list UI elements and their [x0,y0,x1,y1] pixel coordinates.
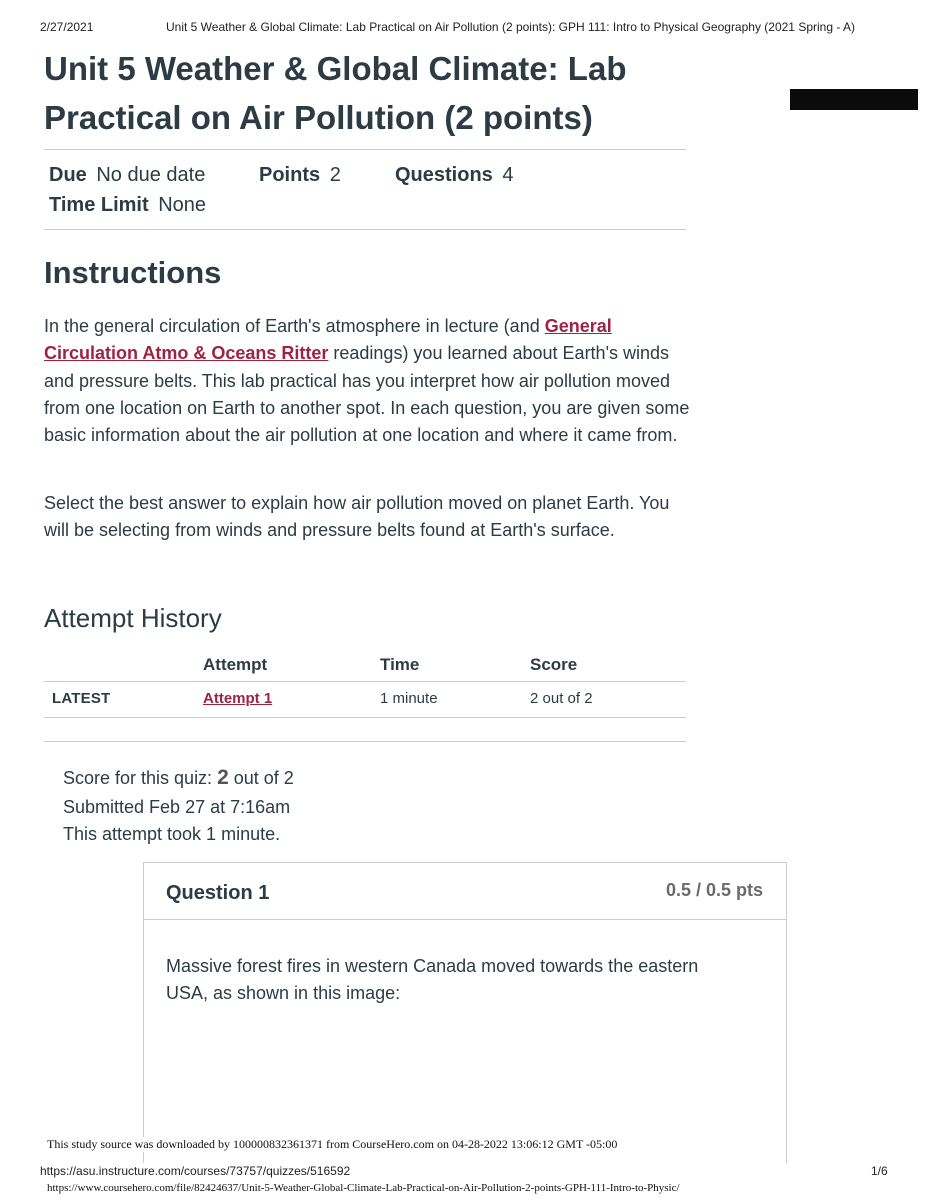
points-label: Points [259,164,321,186]
questions-value: 4 [502,164,514,186]
column-header-time: Time [380,655,420,674]
score-value: 2 [217,766,229,789]
attempt-duration: This attempt took 1 minute. [63,824,281,844]
quiz-title: Unit 5 Weather & Global Climate: Lab Practical on Air Pollution (2 points) [44,50,627,136]
attempt-time: 1 minute [380,690,438,707]
instructions-text-end: readings) you learned about Earth's winds and pressure belts. This lab practical has you interpret how air pollution moved from one location on Earth to another spot. In each question, you are given some basic information about the air pollution at one location and where it came from. [44,343,690,446]
column-header-score: Score [530,655,578,674]
time-limit-info [49,194,206,217]
submitted-time: Submitted Feb 27 at 7:16am [63,797,291,817]
question-1-header [144,863,786,920]
attempt-score: 2 out of 2 [530,690,593,707]
attempt-history-heading: Attempt History [44,603,222,633]
score-suffix: out of 2 [228,768,294,788]
score-prefix: Score for this quiz: [63,768,218,788]
general-circulation-link[interactable]: General Circulation Atmo & Oceans Ritter [44,316,612,364]
question-1-card [143,862,787,1163]
question-1-text: Massive forest fires in western Canada moved towards the eastern USA, as shown in this image: [166,956,699,1003]
table-bottom-divider [44,741,686,742]
page-url: https://asu.instructure.com/courses/73757/quizzes/516592 [40,1164,351,1178]
instructions-paragraph-1 [44,313,694,449]
time-limit-label: Time Limit [49,194,149,216]
study-source-note: This study source was downloaded by 100000832361371 from CourseHero.com on 04-28-2022 13:06:12 GMT -05:00 [47,1137,618,1151]
column-header-attempt: Attempt [203,655,268,674]
due-value: No due date [96,164,206,186]
questions-label: Questions [395,164,493,186]
redaction-bar [790,89,918,110]
latest-label: LATEST [52,690,111,707]
print-page-title: Unit 5 Weather & Global Climate: Lab Practical on Air Pollution (2 points): GPH 111: Intro to Physical Geography (2021 Spring - A) [166,20,856,34]
divider-top [44,149,686,150]
table-header-divider [44,681,686,682]
table-row-divider [44,717,686,718]
instructions-text-start: In the general circulation of Earth's atmosphere in lecture (and [44,316,545,336]
due-label: Due [49,164,87,186]
page-number: 1/6 [871,1164,888,1178]
attempt-1-link[interactable]: Attempt 1 [203,690,273,707]
questions-info [395,164,513,187]
due-info [49,164,205,187]
quiz-score [63,766,294,790]
time-limit-value: None [158,194,207,216]
source-url: https://www.coursehero.com/file/82424637/Unit-5-Weather-Global-Climate-Lab-Practical-on-Air-Pollution-2-points-GPH-111-Intro-to-Physic/ [47,1182,680,1194]
points-info [259,164,341,187]
instructions-paragraph-2: Select the best answer to explain how air pollution moved on planet Earth. You will be selecting from winds and pressure belts found at Earth's surface. [44,493,670,541]
instructions-heading: Instructions [44,255,222,290]
question-1-points: 0.5 / 0.5 pts [665,880,763,900]
divider-meta [44,229,686,230]
print-date: 2/27/2021 [40,20,94,34]
points-value: 2 [329,164,341,186]
question-1-title: Question 1 [166,882,270,904]
